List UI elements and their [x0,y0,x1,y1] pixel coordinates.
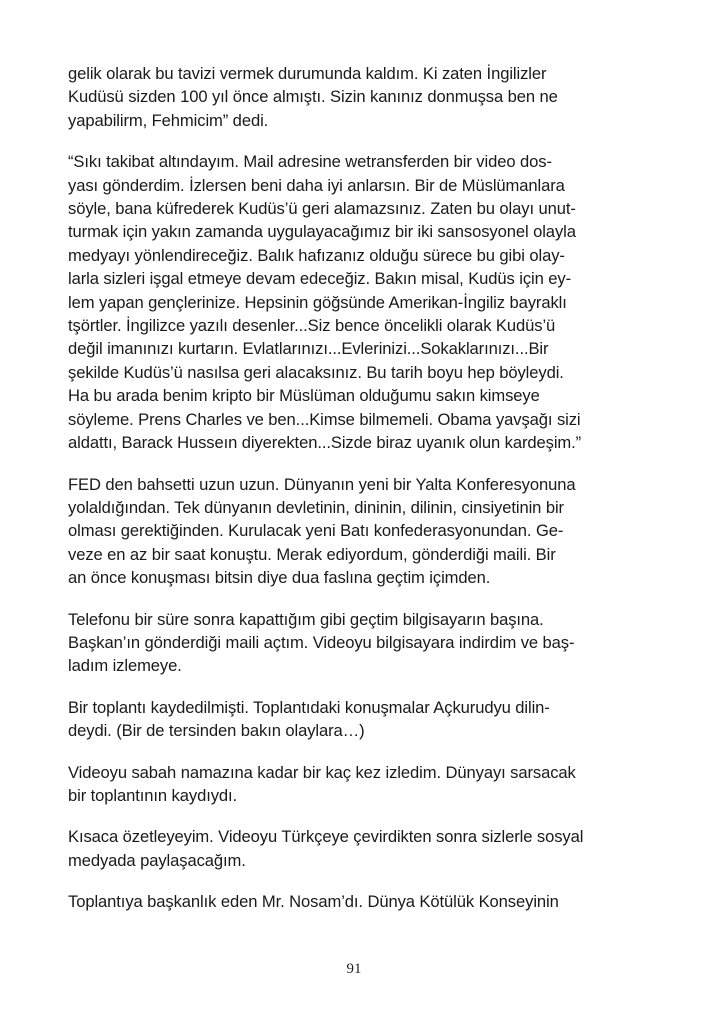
paragraph-6: Videoyu sabah namazına kadar bir kaç kez izledim. Dünyayı sarsacak bir toplantının kaydıydı. [68,762,576,805]
paragraph-3: FED den bahsetti uzun uzun. Dünyanın yeni bir Yalta Konferesyonuna yolaldığından. Tek dünyanın devletinin, dininin, dilinin, cinsiyetinin bir olması gerektiğinden. Kurulacak yeni Batı konfederasyonundan. Ge- veze en az bir saat konuştu. Merak ediyordum, gönderdiği maili. Bir an önce konuşması bitsin diye dua faslına geçtim içimden. [68,474,576,588]
paragraph-1: gelik olarak bu tavizi vermek durumunda kaldım. Ki zaten İngilizler Kudüsü sizden 100 yıl önce almıştı. Sizin kanınız donmuşsa ben ne yapabilirm, Fehmicim” dedi. [68,64,558,130]
paragraph-5: Bir toplantı kaydedilmişti. Toplantıdaki konuşmalar Açkurudyu dilin- deydi. (Bir de tersinden bakın olaylara…) [68,697,550,741]
page-number: 91 [346,961,362,977]
paragraph-4: Telefonu bir süre sonra kapattığım gibi geçtim bilgisayarın başına. Başkan’ın gönderdiği maili açtım. Videoyu bilgisayara indirdim ve baş- ladım izlemeye. [68,609,575,676]
page-body [68,62,640,932]
paragraph-8: Toplantıya başkanlık eden Mr. Nosam’dı. Dünya Kötülük Konseyinin [68,892,559,912]
paragraph-2: “Sıkı takibat altındayım. Mail adresine wetransferden bir video dos- yası gönderdim. İzlersen beni daha iyi anlarsın. Bir de Müslümanlara söyle, bana küfrederek Kudüs’ü geri alamazsınız. Zaten bu olayı unut- turmak için yakın zamanda uygulayacağımız bir iki sansosyonel olayla medyayı yönlendireceğiz. Balık hafızanız olduğu sürece bu gibi olay- larla sizleri işgal etmeye devam edeceğiz. Bakın misal, Kudüs için ey- lem yapan gençlerinize. Hepsinin göğsünde Amerikan-İngiliz bayraklı tşörtler. İngilizce yazılı desenler...Siz bence öncelikli olarak Kudüs’ü değil imanınızı kurtarın. Evlatlarınızı...Evlerinizi...Sokaklarınızı...Bir şekilde Kudüs’ü nasılsa geri alacaksınız. Bu tarih boyu hep böyleydi. Ha bu arada benim kripto bir Müslüman olduğumu sakın kimseye söyleme. Prens Charles ve ben...Kimse bilmemeli. Obama yavşağı sizi aldattı, Barack Husseın diyerekten...Sizde biraz uyanık olun kardeşim.” [68,152,582,453]
paragraph-7: Kısaca özetleyeyim. Videoyu Türkçeye çevirdikten sonra sizlerle sosyal medyada paylaşacağım. [68,827,584,870]
